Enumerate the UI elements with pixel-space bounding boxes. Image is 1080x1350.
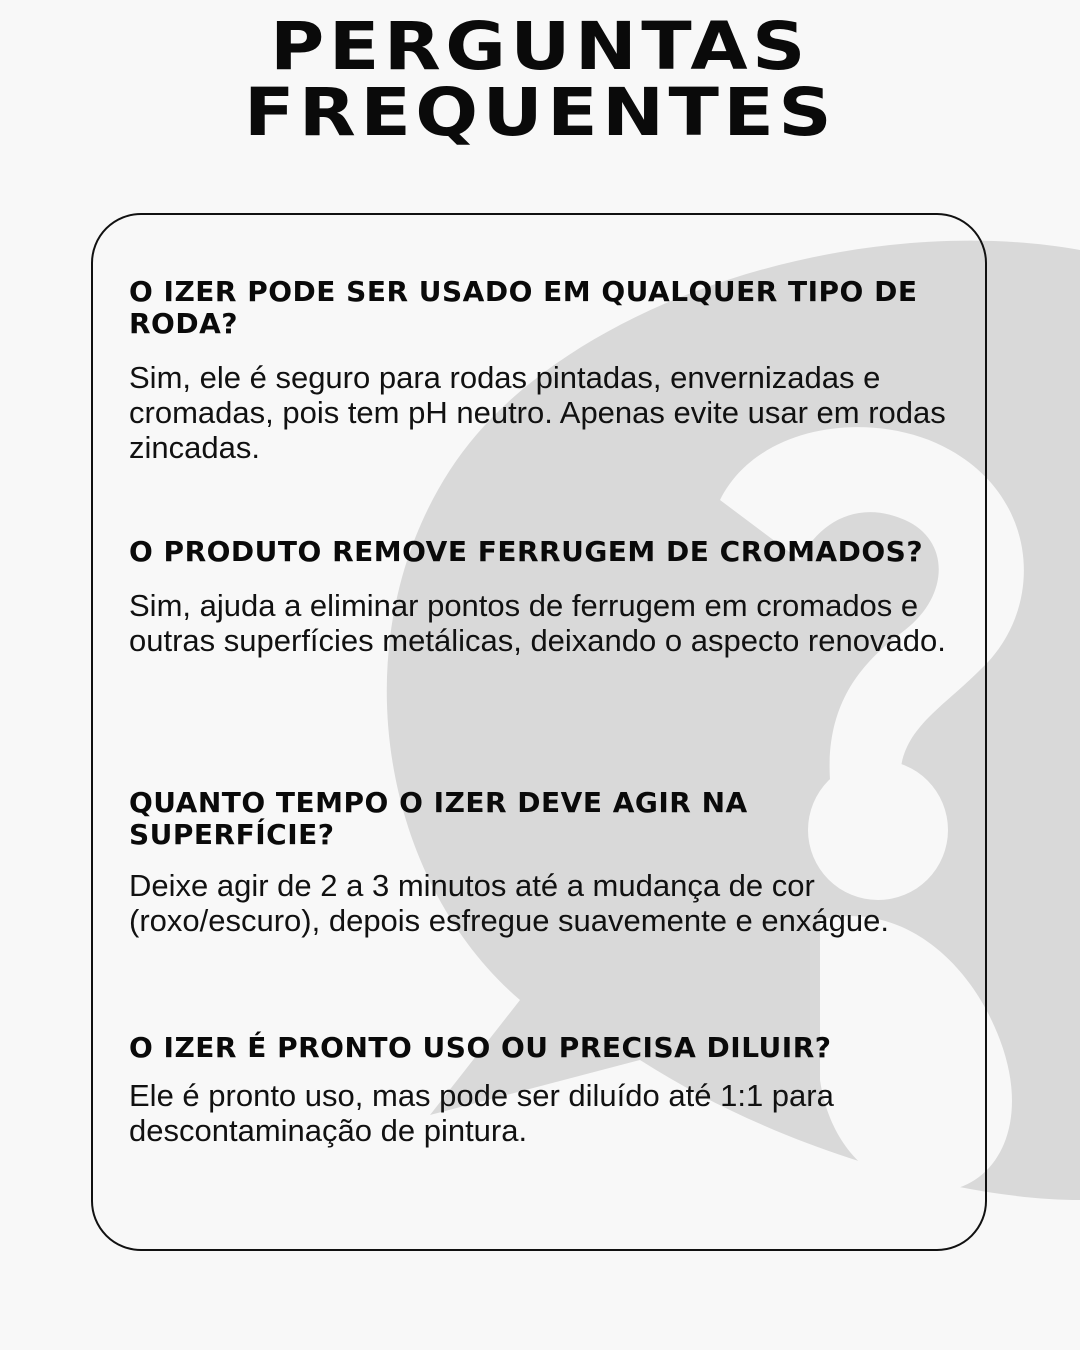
- faq-question: O PRODUTO REMOVE FERRUGEM DE CROMADOS?: [129, 535, 924, 568]
- faq-item: [129, 1032, 959, 1148]
- faq-answer: Sim, ele é seguro para rodas pintadas, envernizadas e cromadas, pois tem pH neutro. Apenas evite usar em rodas zincadas.: [129, 360, 946, 465]
- faq-question: O IZER PODE SER USADO EM QUALQUER TIPO DE RODA?: [129, 275, 918, 340]
- page-title-line-2: FREQUENTES: [243, 74, 837, 151]
- faq-item: [129, 276, 959, 465]
- faq-answer: Deixe agir de 2 a 3 minutos até a mudança de cor (roxo/escuro), depois esfregue suavemente e enxágue.: [129, 868, 889, 938]
- faq-item: [129, 536, 959, 658]
- faq-question: QUANTO TEMPO O IZER DEVE AGIR NA SUPERFÍCIE?: [129, 786, 748, 851]
- page-title: [0, 8, 1080, 151]
- page-title-line-1: PERGUNTAS: [270, 8, 810, 85]
- faq-answer: Sim, ajuda a eliminar pontos de ferrugem em cromados e outras superfícies metálicas, deixando o aspecto renovado.: [129, 588, 946, 658]
- faq-question: O IZER É PRONTO USO OU PRECISA DILUIR?: [129, 1031, 832, 1064]
- faq-answer: Ele é pronto uso, mas pode ser diluído até 1:1 para descontaminação de pintura.: [129, 1078, 834, 1148]
- faq-item: [129, 787, 959, 938]
